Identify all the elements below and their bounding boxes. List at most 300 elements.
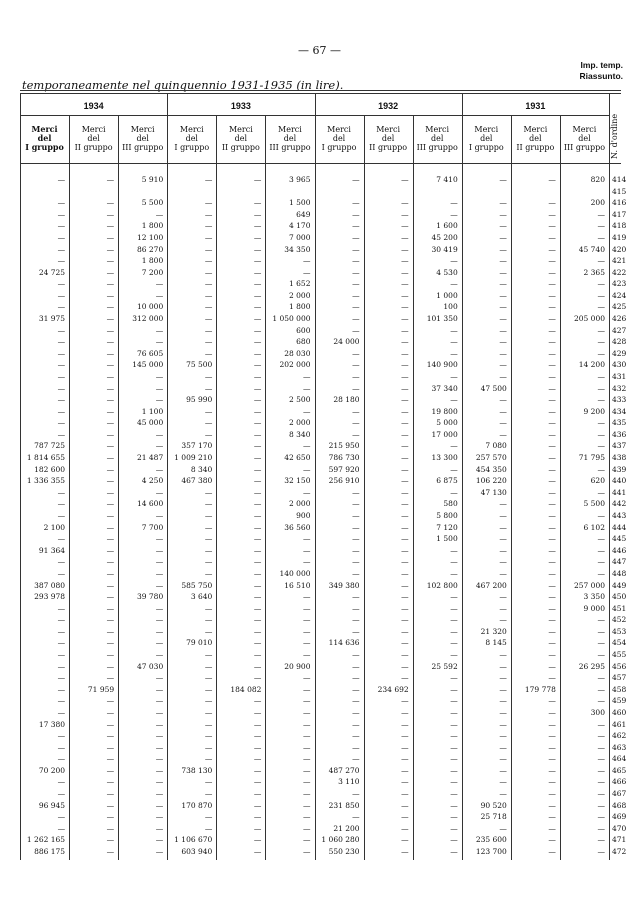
table-cell: — (450, 325, 458, 335)
table-cell: — (499, 522, 507, 532)
column-header-line: Merci (81, 125, 106, 134)
table-cell: — (253, 476, 262, 486)
table-cell: — (499, 684, 507, 694)
table-cell: — (57, 638, 66, 648)
table-cell: — (499, 661, 507, 671)
column-header (265, 125, 314, 152)
table-cell: 9 000 (583, 603, 605, 613)
table-cell: 205 000 (573, 314, 605, 324)
table-cell: 140 900 (426, 360, 458, 370)
order-number: 465 (612, 765, 627, 775)
table-cell: — (204, 175, 213, 184)
table-cell: — (204, 371, 213, 381)
table-cell: — (155, 823, 164, 833)
table-cell: 1 800 (141, 256, 164, 266)
order-number: 429 (612, 348, 627, 358)
table-cell: — (302, 441, 311, 451)
table-cell: — (352, 696, 360, 706)
table-top-rule-2 (20, 93, 621, 94)
table-cell: — (253, 823, 262, 833)
table-cell: — (253, 696, 262, 706)
table-cell: — (597, 371, 605, 381)
table-cell: — (204, 221, 213, 231)
table-cell: — (57, 395, 66, 405)
table-cell: — (253, 754, 262, 764)
order-number: 454 (612, 638, 627, 648)
table-cell: — (57, 511, 66, 520)
order-number: 467 (612, 789, 627, 799)
table-cell: — (302, 812, 311, 822)
table-cell: — (204, 232, 213, 242)
table-cell: — (253, 256, 262, 266)
table-cell: — (106, 789, 115, 799)
table-cell: — (548, 742, 556, 752)
table-cell: — (401, 371, 409, 381)
table-cell: — (253, 464, 262, 474)
table-cell: 25 592 (431, 661, 458, 671)
table-cell: 1 500 (289, 198, 311, 208)
table-cell: — (155, 325, 164, 335)
table-cell: — (57, 707, 66, 717)
table-cell: — (401, 221, 409, 231)
table-cell: 45 200 (431, 232, 458, 242)
table-cell: — (548, 221, 556, 231)
table-cell: — (57, 731, 66, 741)
year-label: 1932 (378, 101, 399, 111)
column-header (118, 125, 167, 152)
table-cell: — (401, 777, 409, 787)
table-cell: — (204, 789, 213, 799)
table-cell: — (57, 209, 66, 219)
table-cell: 76 605 (136, 348, 164, 358)
table-cell: — (548, 765, 556, 775)
table-cell: 738 130 (181, 765, 213, 775)
table-cell: — (499, 696, 507, 706)
table-cell: — (352, 707, 360, 717)
table-cell: — (155, 835, 164, 845)
table-cell: — (352, 742, 360, 752)
section-header-line-2: Riassunto. (579, 71, 623, 81)
column-header-line: III gruppo (563, 143, 606, 152)
table-cell: 357 170 (181, 441, 213, 451)
table-cell: — (548, 487, 556, 497)
table-cell: 1 050 000 (272, 314, 311, 324)
table-cell: — (352, 603, 360, 613)
table-cell: — (548, 719, 556, 729)
table-cell: — (450, 545, 458, 555)
column-header (216, 125, 265, 152)
table-cell: — (597, 221, 605, 231)
column-header-line: del (87, 134, 100, 143)
table-cell: 106 220 (475, 476, 507, 486)
table-cell: — (597, 429, 605, 439)
table-cell: — (302, 754, 311, 764)
table-cell: — (548, 557, 556, 567)
table-cell: — (499, 731, 507, 741)
table-cell: — (155, 487, 164, 497)
table-cell: — (155, 557, 164, 567)
table-cell: — (499, 545, 507, 555)
table-cell: — (401, 198, 409, 208)
table-cell: — (548, 789, 556, 799)
table-cell: — (499, 209, 507, 219)
table-cell: 42 650 (284, 453, 311, 463)
table-cell: 454 350 (475, 464, 507, 474)
order-number: 427 (612, 325, 627, 335)
table-cell: — (548, 337, 556, 347)
order-number: 460 (612, 707, 627, 717)
table-cell: — (499, 534, 507, 544)
table-cell: — (499, 557, 507, 567)
table-cell: — (548, 360, 556, 370)
table-cell: — (352, 650, 360, 660)
table-cell: — (106, 337, 115, 347)
table-cell: — (548, 198, 556, 208)
table-cell: — (155, 731, 164, 741)
table-cell: 170 870 (181, 800, 213, 810)
table-cell: 2 365 (583, 267, 605, 277)
table-cell: 5 500 (583, 499, 605, 509)
table-cell: — (253, 800, 262, 810)
column-header-line: Merci (179, 125, 204, 134)
table-cell: — (597, 754, 605, 764)
table-cell: — (597, 290, 605, 300)
table-cell: — (401, 847, 409, 856)
column-header-line: del (136, 134, 149, 143)
table-cell: — (106, 267, 115, 277)
order-number: 423 (612, 279, 627, 289)
table-cell: — (155, 650, 164, 660)
column-header-line: III gruppo (122, 143, 164, 152)
column-header-line: I gruppo (468, 143, 504, 152)
table-cell: — (548, 522, 556, 532)
table-cell: — (155, 337, 164, 347)
table-cell: 10 000 (136, 302, 164, 312)
table-cell: — (155, 765, 164, 775)
order-number: 455 (612, 650, 627, 660)
table-cell: — (597, 209, 605, 219)
table-cell: — (352, 209, 360, 219)
order-number: 431 (612, 371, 627, 381)
table-cell: 3 640 (190, 592, 213, 602)
table-cell: — (401, 267, 409, 277)
table-cell: — (57, 789, 66, 799)
table-cell: — (155, 464, 164, 474)
table-cell: — (253, 429, 262, 439)
order-number: 444 (612, 522, 627, 532)
table-cell: — (253, 545, 262, 555)
table-cell: — (548, 464, 556, 474)
table-cell: — (57, 684, 66, 694)
table-cell: — (57, 198, 66, 208)
table-cell: — (499, 603, 507, 613)
order-number: 435 (612, 418, 627, 428)
table-cell: — (253, 835, 262, 845)
table-cell: — (253, 603, 262, 613)
table-cell: 4 170 (289, 221, 311, 231)
order-number: 461 (612, 719, 627, 729)
table-cell: — (302, 673, 311, 683)
table-cell: — (499, 511, 507, 520)
table-cell: — (253, 626, 262, 636)
table-cell: 3 965 (289, 175, 311, 184)
table-cell: — (253, 487, 262, 497)
order-number: 469 (612, 812, 627, 822)
column-header-line: III gruppo (416, 143, 458, 152)
table-cell: — (155, 209, 164, 219)
table-cell: — (302, 789, 311, 799)
table-cell: 32 150 (284, 476, 311, 486)
table-cell: — (352, 499, 360, 509)
table-cell: — (548, 314, 556, 324)
table-cell: 256 910 (328, 476, 360, 486)
column-header-line: I gruppo (25, 142, 64, 152)
table-cell: 45 740 (578, 244, 605, 254)
table-cell: — (106, 487, 115, 497)
table-cell: 96 945 (38, 800, 66, 810)
column-header-line: Merci (228, 125, 253, 134)
table-cell: — (302, 800, 311, 810)
table-cell: — (253, 209, 262, 219)
order-number: 428 (612, 337, 627, 347)
table-cell: — (352, 244, 360, 254)
table-cell: — (253, 731, 262, 741)
table-cell: — (106, 557, 115, 567)
table-cell: — (106, 232, 115, 242)
table-cell: 900 (296, 511, 311, 520)
table-cell: — (155, 290, 164, 300)
table-cell: — (597, 800, 605, 810)
table-cell: — (204, 545, 213, 555)
table-cell: — (253, 499, 262, 509)
table-cell: 37 340 (431, 383, 458, 393)
table-cell: — (253, 742, 262, 752)
table-cell: — (401, 522, 409, 532)
table-cell: — (106, 395, 115, 405)
table-cell: — (548, 209, 556, 219)
table-cell: — (548, 696, 556, 706)
table-cell: 257 570 (475, 453, 507, 463)
order-number: 432 (612, 383, 627, 393)
column-header (167, 125, 216, 152)
table-cell: — (302, 464, 311, 474)
table-cell: — (253, 812, 262, 822)
table-cell: 179 778 (524, 684, 556, 694)
table-cell: — (106, 765, 115, 775)
table-cell: — (597, 731, 605, 741)
table-cell: — (352, 279, 360, 289)
table-cell: — (253, 383, 262, 393)
table-cell: 86 270 (136, 244, 164, 254)
table-cell: — (253, 232, 262, 242)
table-cell: — (204, 719, 213, 729)
table-cell: — (499, 221, 507, 231)
table-cell: — (597, 395, 605, 405)
table-cell: — (106, 731, 115, 741)
column-header-line: II gruppo (369, 143, 408, 152)
table-cell: — (302, 847, 311, 856)
table-cell: — (155, 684, 164, 694)
table-cell: — (548, 325, 556, 335)
order-number: 414 (612, 175, 627, 184)
order-number: 418 (612, 221, 627, 231)
table-cell: — (401, 789, 409, 799)
table-cell: — (106, 418, 115, 428)
order-number: 447 (612, 557, 627, 567)
table-cell: 7 700 (141, 522, 164, 532)
table-cell: — (204, 650, 213, 660)
table-cell: — (450, 487, 458, 497)
table-cell: — (106, 812, 115, 822)
table-cell: — (106, 290, 115, 300)
order-number: 440 (612, 476, 627, 486)
table-cell: — (499, 198, 507, 208)
table-cell: — (253, 777, 262, 787)
table-cell: — (597, 418, 605, 428)
table-cell: — (597, 638, 605, 648)
table-cell: — (352, 418, 360, 428)
table-cell: — (106, 325, 115, 335)
column-header-line: del (381, 134, 395, 143)
table-cell: — (597, 847, 605, 856)
table-cell: 28 030 (284, 348, 311, 358)
table-cell: — (499, 499, 507, 509)
table-cell: — (106, 650, 115, 660)
table-cell: — (57, 823, 66, 833)
table-cell: 1 060 280 (321, 835, 360, 845)
table-cell: — (548, 534, 556, 544)
table-cell: — (106, 522, 115, 532)
table-cell: — (548, 754, 556, 764)
table-cell: — (450, 256, 458, 266)
table-cell: — (106, 742, 115, 752)
table-cell: — (352, 557, 360, 567)
table-cell: — (548, 580, 556, 590)
table-cell: — (57, 754, 66, 764)
table-cell: — (204, 429, 213, 439)
table-cell: — (597, 325, 605, 335)
table-cell: — (548, 429, 556, 439)
table-cell: 603 940 (181, 847, 213, 856)
table-cell: — (106, 279, 115, 289)
table-cell: — (155, 696, 164, 706)
table-cell: 349 380 (328, 580, 360, 590)
table-cell: — (352, 429, 360, 439)
table-cell: — (450, 557, 458, 567)
table-cell: — (302, 406, 311, 416)
column-header-line: Merci (376, 125, 401, 134)
table-cell: — (499, 348, 507, 358)
table-cell: — (548, 673, 556, 683)
table-cell: — (302, 603, 311, 613)
table-cell: 2 000 (289, 499, 311, 509)
table-cell: — (450, 696, 458, 706)
table-cell: — (57, 742, 66, 752)
table-cell: — (253, 661, 262, 671)
table-cell: — (352, 719, 360, 729)
table-cell: — (401, 638, 409, 648)
table-cell: — (204, 684, 213, 694)
table-cell: 31 975 (38, 314, 66, 324)
table-cell: — (302, 823, 311, 833)
table-cell: 70 200 (38, 765, 66, 775)
table-cell: 5 500 (141, 198, 164, 208)
table-cell: — (106, 847, 115, 856)
table-cell: — (352, 545, 360, 555)
table-cell: — (204, 198, 213, 208)
column-header (364, 125, 413, 152)
table-cell: 100 (443, 302, 458, 312)
table-cell: — (401, 650, 409, 660)
table-cell: — (401, 429, 409, 439)
table-cell: — (499, 592, 507, 602)
table-cell: 2 000 (289, 418, 311, 428)
order-number: 471 (612, 835, 627, 845)
table-cell: — (401, 592, 409, 602)
order-number: 446 (612, 545, 627, 555)
table-cell: — (548, 175, 556, 184)
table-cell: — (155, 429, 164, 439)
table-cell: — (499, 823, 507, 833)
header-bottom-rule (20, 163, 621, 164)
table-cell: 487 270 (328, 765, 360, 775)
table-cell: — (401, 615, 409, 625)
table-cell: — (57, 290, 66, 300)
table-cell: — (450, 592, 458, 602)
table-cell: — (499, 395, 507, 405)
table-cell: — (401, 337, 409, 347)
table-cell: 114 636 (328, 638, 360, 648)
table-cell: 1 652 (289, 279, 311, 289)
table-cell: — (253, 765, 262, 775)
table-cell: — (401, 175, 409, 184)
column-header-line: Merci (130, 125, 155, 134)
table-cell: — (57, 360, 66, 370)
table-cell: — (204, 209, 213, 219)
table-cell: — (106, 464, 115, 474)
table-cell: — (204, 244, 213, 254)
table-cell: — (155, 511, 164, 520)
column-header-line: del (234, 134, 248, 143)
table-cell: — (352, 568, 360, 578)
table-cell: — (204, 290, 213, 300)
order-number: 415 (612, 186, 627, 196)
table-cell: — (204, 337, 213, 347)
table-cell: — (597, 511, 605, 520)
table-cell: — (401, 499, 409, 509)
table-cell: — (155, 812, 164, 822)
table-cell: 47 130 (480, 487, 507, 497)
table-cell: 886 175 (34, 847, 66, 856)
table-cell: 19 800 (431, 406, 458, 416)
table-cell: — (499, 325, 507, 335)
table-cell: — (302, 765, 311, 775)
table-cell: 6 875 (436, 476, 458, 486)
order-number: 448 (612, 568, 627, 578)
table-cell: — (57, 673, 66, 683)
table-cell: — (499, 337, 507, 347)
table-cell: 1 336 355 (26, 476, 66, 486)
table-cell: 235 600 (475, 835, 507, 845)
table-cell: — (106, 175, 115, 184)
table-cell: 6 102 (583, 522, 605, 532)
table-cell: 312 000 (132, 314, 164, 324)
table-right-rule (609, 93, 610, 860)
table-cell: — (401, 406, 409, 416)
table-cell: — (106, 453, 115, 463)
table-cell: — (548, 267, 556, 277)
table-cell: — (548, 395, 556, 405)
